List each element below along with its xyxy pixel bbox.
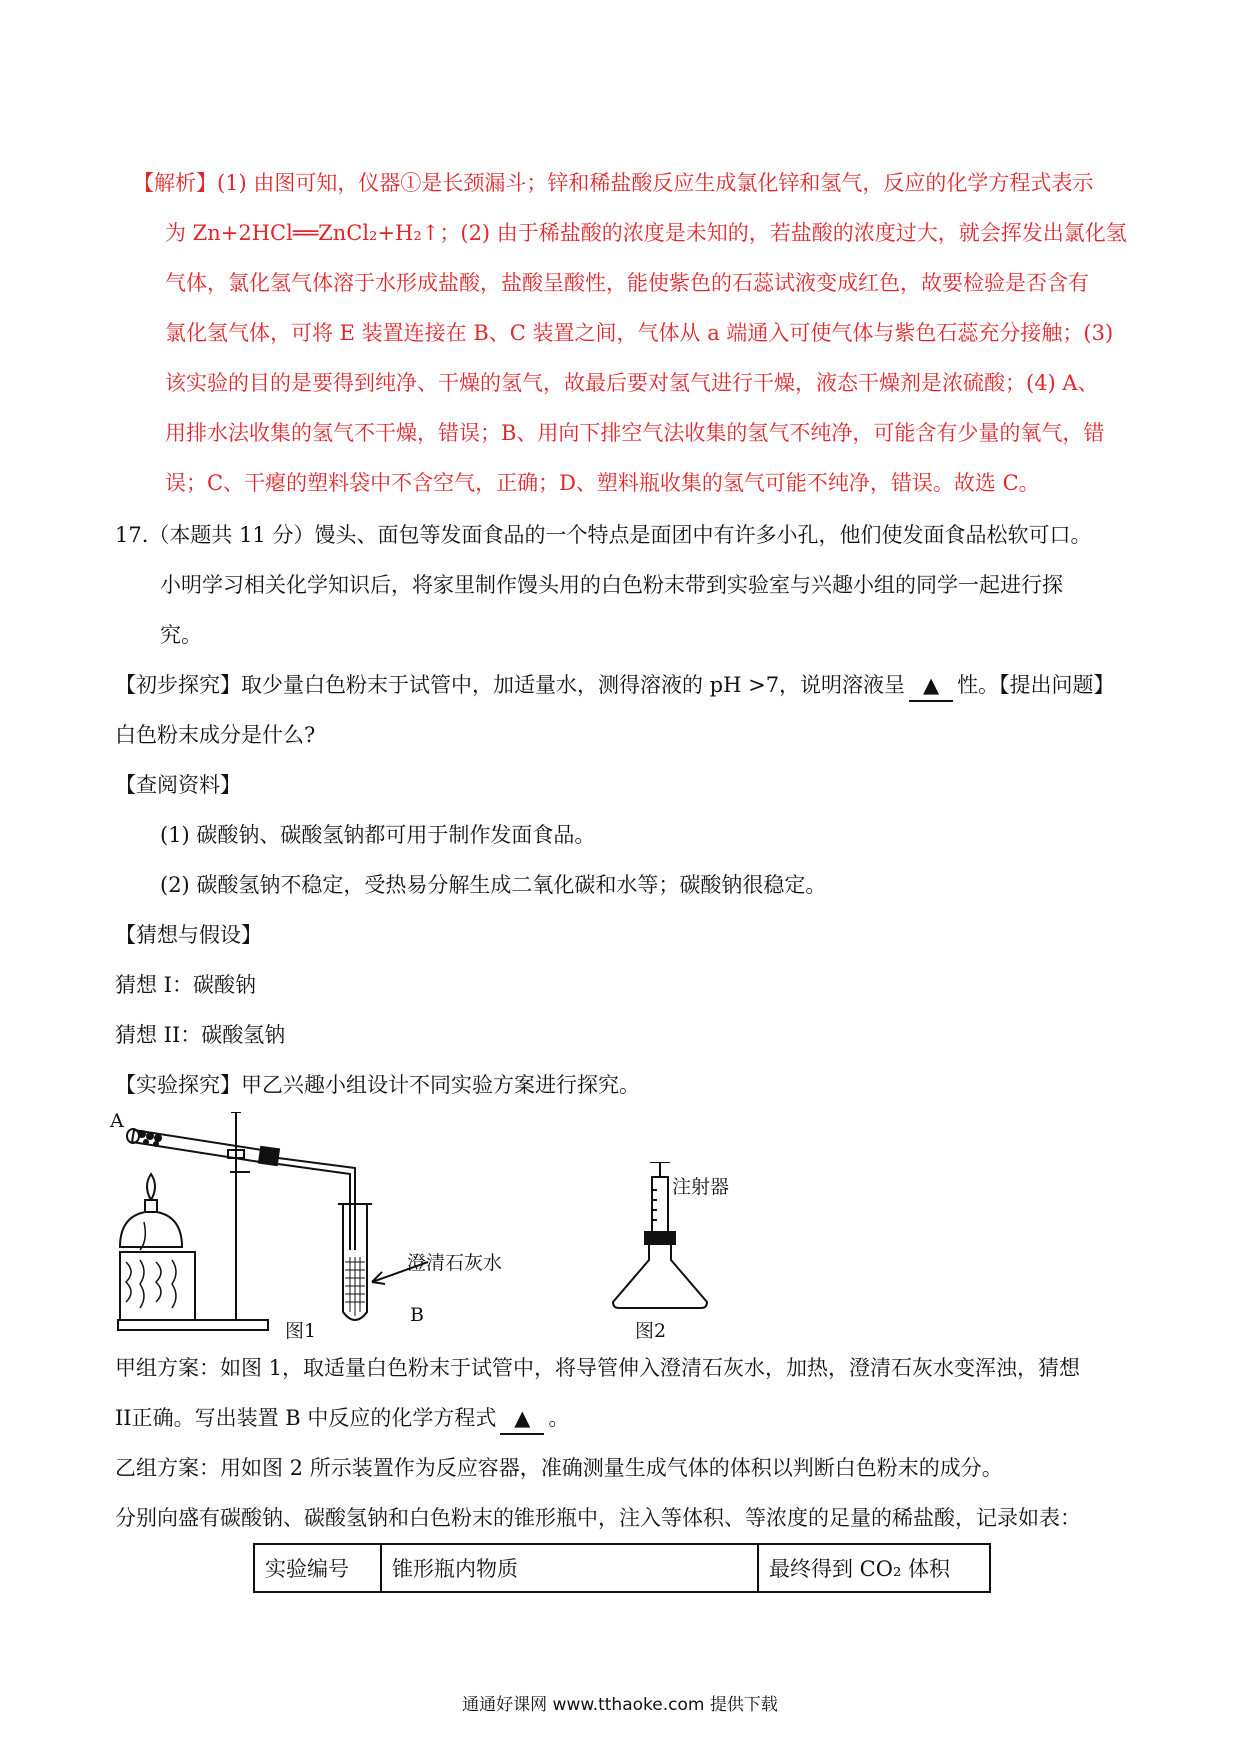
figure-1-label-b: B bbox=[410, 1304, 424, 1326]
question-intro-1: 17.（本题共 11 分）馒头、面包等发面食品的一个特点是面团中有许多小孔，他们使发面食品松软可口。 bbox=[115, 523, 1092, 547]
preliminary-text-end: 性。【提出问题】 bbox=[957, 673, 1115, 697]
question-line: 白色粉末成分是什么? bbox=[115, 723, 316, 747]
plan-b-line-2: 分别向盛有碳酸钠、碳酸氢钠和白色粉末的锥形瓶中，注入等体积、等浓度的足量的稀盐酸，记录如表： bbox=[115, 1506, 1081, 1530]
analysis-line-4: 氯化氢气体，可将 E 装置连接在 B、C 装置之间，气体从 a 端通入可使气体与紫色石蕊充分接触；(3) bbox=[165, 321, 1114, 345]
hypothesis-1: 猜想 I：碳酸钠 bbox=[115, 973, 256, 997]
exp-heading: 【实验探究】甲乙兴趣小组设计不同实验方案进行探究。 bbox=[115, 1073, 640, 1097]
answer-blank-1: ▲ bbox=[909, 670, 953, 702]
plan-a-line-2 bbox=[115, 1403, 569, 1435]
question-intro-3: 究。 bbox=[160, 623, 202, 647]
table-header-row bbox=[254, 1544, 990, 1592]
ref-item-2: (2) 碳酸氢钠不稳定，受热易分解生成二氧化碳和水等；碳酸钠很稳定。 bbox=[160, 873, 827, 897]
preliminary-line bbox=[115, 670, 1115, 702]
figure-2-syringe-label: 注射器 bbox=[672, 1176, 730, 1198]
plan-a-text-end: 。 bbox=[548, 1406, 570, 1430]
analysis-line-6: 用排水法收集的氢气不干燥，错误；B、用向下排空气法收集的氢气不纯净，可能含有少量的氧气，错 bbox=[165, 421, 1105, 445]
figure-1-water-label: 澄清石灰水 bbox=[407, 1252, 503, 1274]
figure-1-label-a: A bbox=[110, 1110, 124, 1132]
preliminary-text: 【初步探究】取少量白色粉末于试管中，加适量水，测得溶液的 pH >7，说明溶液呈 bbox=[115, 673, 906, 697]
analysis-line-1: 【解析】(1) 由图可知，仪器①是长颈漏斗；锌和稀盐酸反应生成氯化锌和氢气，反应的化学方程式表示 bbox=[133, 171, 1094, 195]
figure-1-caption: 图1 bbox=[285, 1320, 317, 1342]
hyp-heading: 【猜想与假设】 bbox=[115, 923, 262, 947]
figure-1-apparatus bbox=[110, 1112, 590, 1342]
plan-b-line-1: 乙组方案：用如图 2 所示装置作为反应容器，准确测量生成气体的体积以判断白色粉末的成分。 bbox=[115, 1456, 1003, 1480]
figure-2-caption: 图2 bbox=[635, 1320, 667, 1342]
page-footer: 通通好课网 www.tthaoke.com 提供下载 bbox=[462, 1695, 778, 1715]
question-intro-2: 小明学习相关化学知识后，将家里制作馒头用的白色粉末带到实验室与兴趣小组的同学一起进行探 bbox=[160, 573, 1063, 597]
analysis-line-5: 该实验的目的是要得到纯净、干燥的氢气，故最后要对氢气进行干燥，液态干燥剂是浓硫酸；(4) A、 bbox=[165, 371, 1099, 395]
hypothesis-2: 猜想 II：碳酸氢钠 bbox=[115, 1023, 286, 1047]
ref-item-1: (1) 碳酸钠、碳酸氢钠都可用于制作发面食品。 bbox=[160, 823, 596, 847]
plan-a-line-1: 甲组方案：如图 1，取适量白色粉末于试管中，将导管伸入澄清石灰水，加热，澄清石灰水变浑浊，猜想 bbox=[115, 1356, 1081, 1380]
analysis-line-3: 气体，氯化氢气体溶于水形成盐酸，盐酸呈酸性，能使紫色的石蕊试液变成红色，故要检验是否含有 bbox=[165, 271, 1089, 295]
table-header-cell: 实验编号 bbox=[254, 1544, 381, 1592]
plan-a-text: II正确。写出装置 B 中反应的化学方程式 bbox=[115, 1406, 497, 1430]
analysis-line-2: 为 Zn+2HCl══ZnCl₂+H₂↑；(2) 由于稀盐酸的浓度是未知的，若盐酸的浓度过大，就会挥发出氯化氢 bbox=[165, 221, 1127, 245]
table-header-cell: 锥形瓶内物质 bbox=[381, 1544, 758, 1592]
answer-blank-2: ▲ bbox=[500, 1403, 544, 1435]
result-table bbox=[253, 1543, 991, 1593]
table-header-cell: 最终得到 CO₂ 体积 bbox=[758, 1544, 990, 1592]
analysis-line-7: 误；C、干瘪的塑料袋中不含空气，正确；D、塑料瓶收集的氢气可能不纯净，错误。故选 C。 bbox=[165, 471, 1040, 495]
refs-heading: 【查阅资料】 bbox=[115, 773, 241, 797]
